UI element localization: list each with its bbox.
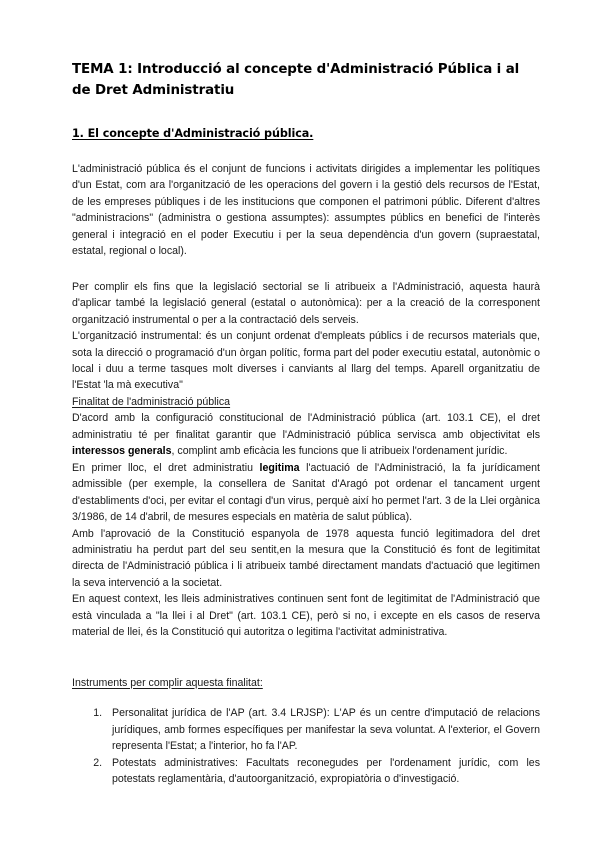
paragraph-legitimacio-text-before: En primer lloc, el dret administratiu: [72, 461, 260, 474]
subheading-instruments: Instruments per complir aquesta finalitat:: [72, 676, 263, 689]
paragraph-finalitat-text-before: D'acord amb la configuració constitucional de l'Administració pública (art. 103.1 CE), el dret administratiu té per finalitat garantir que l'Administració pública servisca amb objectivitat els: [72, 412, 540, 441]
paragraph-legitimacio: [72, 460, 540, 526]
emphasis-interessos-generals: interessos generals: [72, 445, 172, 458]
paragraph-finalitat-dret: [72, 410, 540, 459]
page-title: TEMA 1: Introducció al concepte d'Administració Pública i al de Dret Administratiu: [72, 62, 520, 98]
document-content: [72, 60, 540, 787]
section-heading-1: 1. El concepte d'Administració pública.: [72, 127, 314, 140]
paragraph-context-lleis: En aquest context, les lleis administratives continuen sent font de legitimitat de l'Administració que està vinculada a "la llei i al Dret" (art. 103.1 CE), però si no, i excepte en els casos de reserva material de llei, és la Constitució qui autoritza o legitima l'activitat administrativa.: [72, 593, 540, 639]
paragraph-legislacio-sectorial: Per complir els fins que la legislació sectorial se li atribueix a l'Administració, aquesta haurà d'aplicar també la legislació general (estatal o autonòmica): per a la creació de la corresponent organització instrumental o per a la contractació dels serveis.: [72, 280, 540, 326]
instruments-list: [72, 705, 540, 787]
subheading-finalitat: Finalitat de l'administració pública: [72, 395, 231, 408]
list-item: 1. Personalitat jurídica de l'AP (art. 3.4 LRJSP): L'AP és un centre d'imputació de relacions jurídiques, amb formes específiques per manifestar la seva voluntat. A l'exterior, el Govern representa l'Estat; a l'interior, ho fa l'AP.: [105, 705, 540, 754]
list-item: 2. Potestats administratives: Facultats reconegudes per l'ordenament jurídic, com les potestats reglamentària, d'autoorganització, expropiatòria o d'investigació.: [105, 755, 540, 788]
paragraph-organitzacio-instrumental: L'organització instrumental: és un conjunt ordenat d'empleats públics i de recursos materials que, sota la direcció o programació d'un òrgan polític, forma part del poder executiu estatal, autonòmic o local i duu a terme tasques molt diverses i canviants al llarg del temps. Aparell organitzatiu de l'Estat 'la mà executiva": [72, 330, 540, 392]
paragraph-constitucio-1978: Amb l'aprovació de la Constitució espanyola de 1978 aquesta funció legitimadora del dret administratiu ha perdut part del seu sentit,en la mesura que la Constitució és font de legitimitat directa de l'Administració pública i li atribueix també directament mandats d'actuació que legitimen la seva intervenció a la societat.: [72, 527, 540, 589]
emphasis-legitima: legitima: [259, 461, 300, 474]
paragraph-concept-definition: L'administració pública és el conjunt de funcions i activitats dirigides a implementar les polítiques d'un Estat, com ara l'organització de les operacions del govern i la gestió dels recursos de l'Estat, de les empreses públiques i de les institucions que componen el patrimoni públic. Diferent d'altres "administracions" (administra o gestiona assumptes): assumptes públics en benefici de l'interès general i integració en el poder Executiu i per la seua dependència d'un govern (supraestatal, estatal, regional o local).: [72, 163, 540, 258]
paragraph-finalitat-text-after: , complint amb eficàcia les funcions que li atribueix l'ordenament jurídic.: [171, 445, 508, 458]
paragraph-legitimacio-text-after: l'actuació de l'Administració, la fa jurídicament admissible (per exemple, la consellera de Sanitat d'Aragó pot ordenar el tancament urgent d'establiments d'oci, per evitar el contagi d'un virus, perquè així ho permet l'art. 3 de la Llei orgànica 3/1986, de 14 d'abril, de mesures especials en matèria de salut pública).: [72, 461, 541, 524]
